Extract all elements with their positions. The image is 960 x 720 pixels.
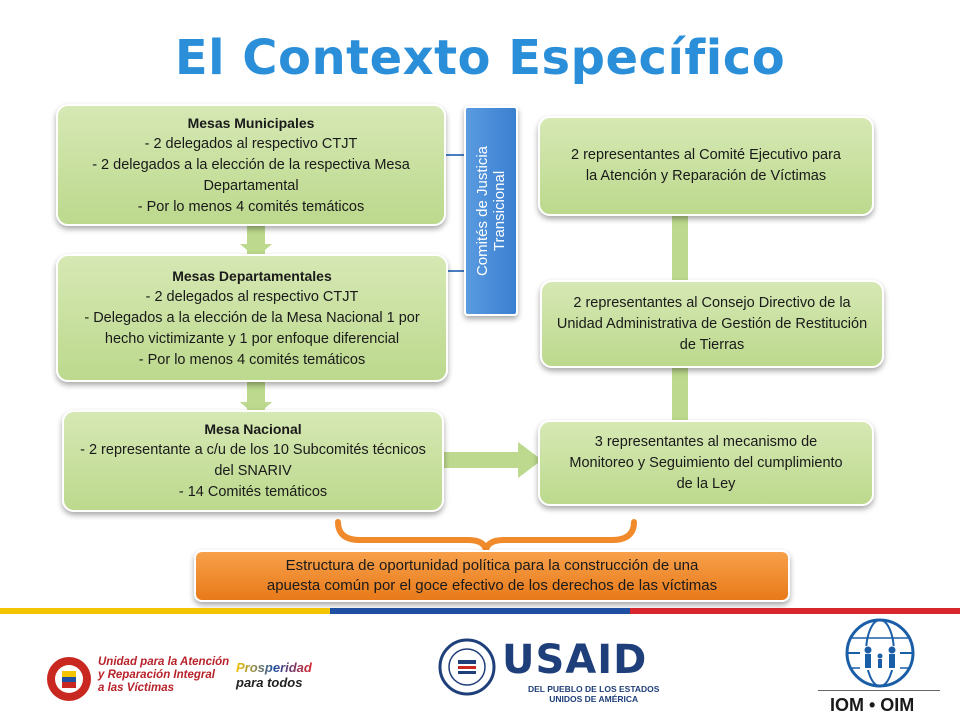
prosperidad-line1: Prosperidad [236, 660, 312, 675]
iom-divider [818, 690, 940, 691]
unidad-line2: y Reparación Integral [98, 669, 215, 681]
bottom-box-line1: Estructura de oportunidad política para la construcción de una [285, 557, 699, 574]
link-line-departamentales [446, 270, 466, 272]
box-monitoreo [538, 420, 874, 506]
flag-stripe-blue [330, 608, 630, 614]
box-line: - Por lo menos 4 comités temáticos [137, 198, 365, 215]
box-line: - Por lo menos 4 comités temáticos [138, 351, 366, 368]
vertical-label-line2: Transicional [491, 170, 508, 252]
page-title: El Contexto Específico [174, 30, 786, 86]
iom-wordmark: IOM • OIM [830, 695, 915, 715]
unidad-line1: Unidad para la Atención [98, 656, 230, 668]
comites-justicia-bar [464, 106, 518, 316]
flag-stripe-yellow [0, 608, 330, 614]
unidad-victimas-logo [98, 656, 229, 695]
box-mesa-nacional [62, 410, 444, 512]
iom-globe-icon [838, 616, 922, 690]
prosperidad-line2: para todos [236, 675, 303, 690]
box-line: - Delegados a la elección de la Mesa Nacional 1 por hecho victimizante y 1 por enfoque diferencial [84, 309, 420, 347]
box-text: 2 representantes al Consejo Directivo de la Unidad Administrativa de Gestión de Restitución de Tierras [556, 294, 868, 353]
usaid-seal-icon [438, 638, 496, 696]
usaid-text: USAID [502, 637, 648, 683]
box-heading: Mesa Nacional [204, 421, 302, 437]
usaid-subtitle [528, 684, 659, 704]
box-heading: Mesas Departamentales [172, 267, 332, 284]
usaid-wordmark [502, 637, 648, 683]
box-line: - 14 Comités temáticos [178, 484, 328, 500]
box-text: 2 representantes al Comité Ejecutivo para la Atención y Reparación de Víctimas [570, 147, 841, 184]
box-text: 3 representantes al mecanismo de Monitoreo y Seguimiento del cumplimiento de la Ley [569, 433, 843, 492]
box-mesas-municipales [56, 104, 446, 226]
prosperidad-logo [236, 660, 312, 690]
usaid-sub-line2: UNIDOS DE AMÉRICA [549, 694, 639, 704]
usaid-sub-line1: DEL PUEBLO DE LOS ESTADOS [528, 684, 660, 694]
box-heading: Mesas Municipales [187, 114, 315, 131]
box-line: - 2 representante a c/u de los 10 Subcomités técnicos del SNARIV [80, 442, 426, 479]
unidad-line3: a las Víctimas [98, 682, 175, 694]
vertical-label-line1: Comités de Justicia [474, 145, 491, 277]
right-arrow-shaft [444, 452, 520, 468]
estructura-oportunidad-box [194, 550, 790, 602]
link-line-municipales [444, 154, 466, 156]
curly-brace [338, 522, 634, 550]
bottom-box-line2: apuesta común por el goce efectivo de los derechos de las víctimas [266, 577, 718, 594]
box-consejo-directivo [540, 280, 884, 368]
box-comite-ejecutivo [538, 116, 874, 216]
flag-stripe-red [630, 608, 960, 614]
colombia-seal-icon [46, 656, 92, 702]
box-line: - 2 delegados al respectivo CTJT [145, 288, 359, 305]
box-mesas-departamentales [56, 254, 448, 382]
box-line: - 2 delegados al respectivo CTJT [144, 135, 358, 152]
box-line: - 2 delegados a la elección de la respectiva Mesa Departamental [92, 156, 410, 194]
